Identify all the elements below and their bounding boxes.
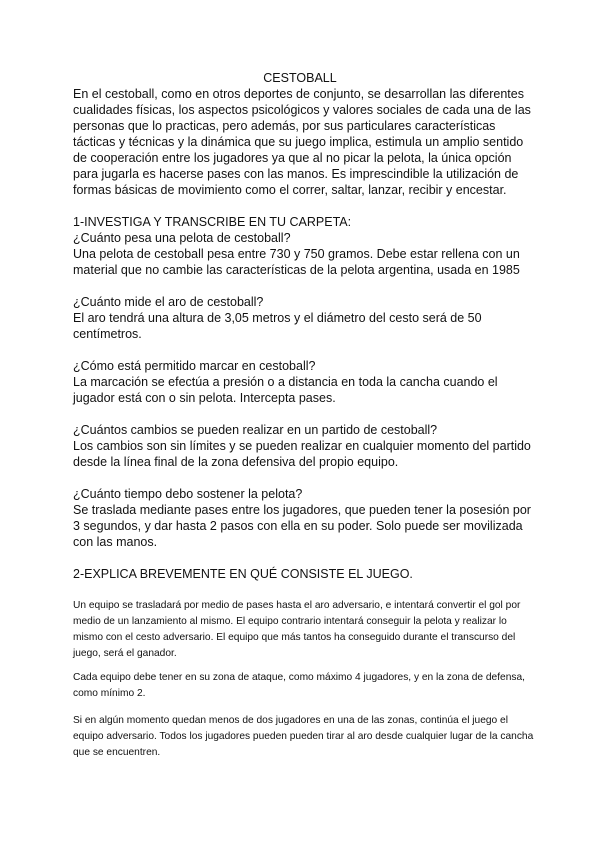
document-title: CESTOBALL: [263, 71, 337, 85]
section2-paragraph-3: Si en algún momento quedan menos de dos jugadores en una de las zonas, continúa el juego el equipo adversario. Todos los jugadores pueden pueden tirar al aro desde cualquier lugar de la cancha que se encuentren.: [73, 715, 534, 758]
question-2: ¿Cuánto mide el aro de cestoball?: [73, 295, 264, 309]
question-3: ¿Cómo está permitido marcar en cestoball?: [73, 359, 316, 373]
qa-item-3: [73, 358, 535, 406]
section2-heading: 2-EXPLICA BREVEMENTE EN QUÉ CONSISTE EL JUEGO.: [73, 567, 413, 581]
section1-heading: 1-INVESTIGA Y TRANSCRIBE EN TU CARPETA:: [73, 215, 352, 229]
intro-paragraph: En el cestoball, como en otros deportes de conjunto, se desarrollan las diferentes cualidades físicas, los aspectos psicológicos y valores sociales de cada una de las personas que lo practicas, pero además, por sus particulares características tácticas y técnicas y la dinámica que su juego implica, estimula un amplio sentido de cooperación entre los jugadores ya que al no picar la pelota, la única opción para jugarla es hacerse pases con las manos. Es imprescindible la utilización de formas básicas de movimiento como el correr, saltar, lanzar, recibir y encestar.: [73, 87, 531, 197]
answer-1: Una pelota de cestoball pesa entre 730 y 750 gramos. Debe estar rellena con un material que no cambie las características de la pelota argentina, usada en 1985: [73, 247, 520, 277]
answer-4: Los cambios son sin límites y se pueden realizar en cualquier momento del partido desde la línea final de la zona defensiva del propio equipo.: [73, 439, 531, 469]
qa-item-5: [73, 486, 535, 550]
qa-item-1: [73, 230, 535, 278]
answer-2: El aro tendrá una altura de 3,05 metros y el diámetro del cesto será de 50 centímetros.: [73, 311, 482, 341]
section2-paragraph-1: Un equipo se trasladará por medio de pases hasta el aro adversario, e intentará convertir el gol por medio de un lanzamiento al mismo. El equipo contrario intentará conseguir la pelota y realizar lo mismo con el cesto adversario. El equipo que más tantos ha conseguido durante el transcurso del juego, será el ganador.: [73, 600, 521, 659]
qa-item-2: [73, 294, 535, 342]
question-4: ¿Cuántos cambios se pueden realizar en un partido de cestoball?: [73, 423, 438, 437]
question-1: ¿Cuánto pesa una pelota de cestoball?: [73, 231, 291, 245]
answer-3: La marcación se efectúa a presión o a distancia en toda la cancha cuando el jugador está con o sin pelota. Intercepta pases.: [73, 375, 498, 405]
qa-item-4: [73, 422, 535, 470]
section2-paragraph-2: Cada equipo debe tener en su zona de ataque, como máximo 4 jugadores, y en la zona de defensa, como mínimo 2.: [73, 672, 525, 699]
answer-5: Se traslada mediante pases entre los jugadores, que pueden tener la posesión por 3 segundos, y dar hasta 2 pasos con ella en su poder. Solo puede ser movilizada con las manos.: [73, 503, 531, 549]
question-5: ¿Cuánto tiempo debo sostener la pelota?: [73, 487, 303, 501]
